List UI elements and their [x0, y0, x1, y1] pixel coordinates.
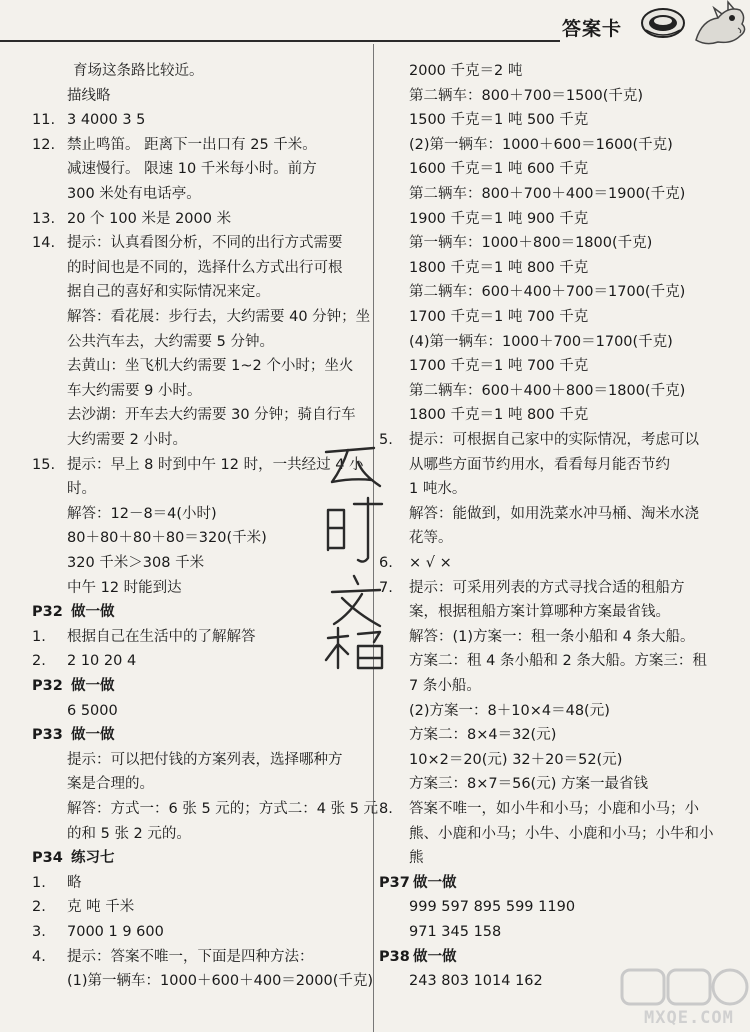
answer-line: (4)第一辆车：1000＋700＝1700(千克)	[409, 333, 673, 350]
item-number: P32	[32, 604, 63, 621]
section-heading: 做一做	[71, 727, 115, 744]
item-number: P33	[32, 727, 63, 744]
answer-line: 第二辆车：600＋400＋800＝1800(千克)	[409, 382, 686, 399]
answer-line: 320 千米＞308 千米	[67, 555, 205, 571]
answer-line: 解答：(1)方案一：租一条小船和 4 条大船。	[409, 628, 695, 645]
answer-line: 971 345 158	[409, 924, 502, 940]
answer-line: 熊	[409, 850, 424, 867]
answer-line: 从哪些方面节约用水，看看每月能否节约	[409, 456, 670, 473]
answer-line: 提示：可以把付钱的方案列表，选择哪种方	[67, 751, 343, 768]
answer-line: 方案三：8×7＝56(元) 方案一最省钱	[409, 776, 648, 793]
answer-line: (2)方案一：8＋10×4＝48(元)	[409, 702, 610, 719]
answer-line: 的和 5 张 2 元的。	[67, 825, 191, 842]
answer-line: 1500 千克＝1 吨 500 千克	[409, 112, 589, 129]
answer-line: 2000 千克＝2 吨	[409, 63, 523, 79]
answer-line: 描线略	[67, 87, 111, 104]
answer-line: 10×2＝20(元) 32＋20＝52(元)	[409, 751, 623, 768]
item-number: P38	[379, 948, 410, 965]
answer-line: 提示：答案不唯一，下面是四种方法：	[67, 948, 314, 965]
answer-line: 第二辆车：600＋400＋700＝1700(千克)	[409, 284, 686, 301]
answer-line: 减速慢行。 限速 10 千米每小时。前方	[67, 161, 317, 178]
item-number: 5.	[379, 432, 393, 448]
answer-line: 1800 千克＝1 吨 800 千克	[409, 407, 589, 424]
section-heading: 做一做	[71, 678, 115, 694]
handwritten-signature	[318, 438, 390, 670]
item-number: 2.	[32, 899, 46, 916]
book-logo-icon	[640, 6, 686, 40]
answer-line: 解答：12－8＝4(小时)	[67, 505, 217, 522]
answer-line: 禁止鸣笛。 距离下一出口有 25 千米。	[67, 136, 317, 153]
answer-line: 育场这条路比较近。	[73, 63, 204, 79]
answer-line: 1800 千克＝1 吨 800 千克	[409, 259, 589, 276]
item-number: P34	[32, 850, 63, 867]
item-number: 8.	[379, 801, 393, 817]
answer-line: 案是合理的。	[67, 776, 154, 793]
answer-line: 案，根据租船方案计算哪种方案最省钱。	[409, 604, 670, 621]
answer-line: 80＋80＋80＋80＝320(千米)	[67, 530, 267, 547]
answer-line: 第二辆车：800＋700＝1500(千克)	[409, 87, 644, 104]
answer-line: 花等。	[409, 530, 453, 547]
section-heading: 做一做	[71, 604, 115, 621]
answer-line: 去黄山：坐飞机大约需要 1~2 个小时；坐火	[67, 358, 354, 375]
item-number: 13.	[32, 210, 56, 227]
answer-line: 车大约需要 9 小时。	[67, 382, 202, 399]
answer-line: 克 吨 千米	[67, 899, 135, 916]
item-number: 11.	[32, 112, 56, 129]
item-number: 4.	[32, 948, 46, 965]
answer-line: 2 10 20 4	[67, 653, 137, 670]
item-number: 1.	[32, 874, 46, 891]
answer-line: 中午 12 时能到达	[67, 579, 182, 596]
answer-line: 解答：方式一：6 张 5 元的；方式二：4 张 5 元	[67, 801, 379, 817]
answer-line: 熊、小鹿和小马；小牛、小鹿和小马；小牛和小	[409, 825, 714, 842]
header-rule	[0, 40, 560, 42]
answer-line: 1700 千克＝1 吨 700 千克	[409, 358, 589, 375]
answer-line: 1700 千克＝1 吨 700 千克	[409, 309, 589, 325]
answer-line: 提示：早上 8 时到中午 12 时，一共经过 4 小	[67, 456, 364, 473]
answer-line: 提示：认真看图分析，不同的出行方式需要	[67, 235, 343, 252]
answer-line: (2)第一辆车：1000＋600＝1600(千克)	[409, 136, 673, 153]
section-heading: 练习七	[71, 850, 115, 867]
answer-line: 20 个 100 米是 2000 米	[67, 210, 232, 227]
answer-line: 解答：能做到，如用洗菜水冲马桶、淘米水浇	[409, 505, 699, 522]
answer-line: 1 吨水。	[409, 481, 467, 498]
item-number: P37	[379, 874, 410, 891]
answer-line: 6 5000	[67, 702, 118, 719]
section-heading: 做一做	[413, 948, 457, 965]
answer-line: 答案不唯一，如小牛和小马；小鹿和小马；小	[409, 801, 699, 817]
answer-line: 第一辆车：1000＋800＝1800(千克)	[409, 235, 653, 252]
answer-line: 的时间也是不同的，选择什么方式出行可根	[67, 259, 343, 276]
answer-line: 据自己的喜好和实际情况来定。	[67, 284, 270, 301]
answer-line: 时。	[67, 481, 96, 498]
answer-line: 300 米处有电话亭。	[67, 186, 201, 202]
item-number: 1.	[32, 628, 46, 645]
answer-line: 1900 千克＝1 吨 900 千克	[409, 210, 589, 227]
item-number: 6.	[379, 555, 393, 571]
page-header	[0, 0, 750, 46]
item-number: 3.	[32, 924, 46, 940]
answer-line: 3 4000 3 5	[67, 112, 146, 129]
answer-line: 提示：可采用列表的方式寻找合适的租船方	[409, 579, 685, 596]
item-number: 14.	[32, 235, 56, 252]
item-number: 2.	[32, 653, 46, 670]
item-number: 7.	[379, 579, 393, 596]
answer-line: 方案二：租 4 条小船和 2 条大船。方案三：租	[409, 653, 707, 670]
answer-line: × √ ×	[409, 555, 452, 571]
answer-line: 243 803 1014 162	[409, 973, 543, 990]
dragon-mascot-icon	[688, 0, 750, 46]
section-heading: 做一做	[413, 874, 457, 891]
answer-line: 7000 1 9 600	[67, 924, 164, 940]
answer-line: 提示：可根据自己家中的实际情况，考虑可以	[409, 432, 699, 448]
answer-line: (1)第一辆车：1000＋600＋400＝2000(千克)	[67, 973, 374, 990]
answer-line: 略	[67, 874, 82, 891]
answer-line: 解答：看花展：步行去，大约需要 40 分钟；坐	[67, 309, 371, 325]
item-number: 15.	[32, 456, 56, 473]
answer-line: 方案二：8×4＝32(元)	[409, 727, 557, 744]
answer-line: 根据自己在生活中的了解解答	[67, 628, 256, 645]
answer-line: 去沙湖：开车去大约需要 30 分钟；骑自行车	[67, 407, 356, 424]
answer-line: 7 条小船。	[409, 678, 481, 694]
answer-line: 公共汽车去，大约需要 5 分钟。	[67, 333, 274, 350]
header-title: 答案卡	[562, 18, 623, 40]
watermark-text: MXQE.COM	[644, 1008, 734, 1028]
item-number: 12.	[32, 136, 56, 153]
answer-line: 大约需要 2 小时。	[67, 432, 187, 448]
item-number: P32	[32, 678, 63, 694]
answer-line: 1600 千克＝1 吨 600 千克	[409, 161, 589, 178]
answer-line: 第二辆车：800＋700＋400＝1900(千克)	[409, 186, 686, 202]
answer-line: 999 597 895 599 1190	[409, 899, 576, 916]
